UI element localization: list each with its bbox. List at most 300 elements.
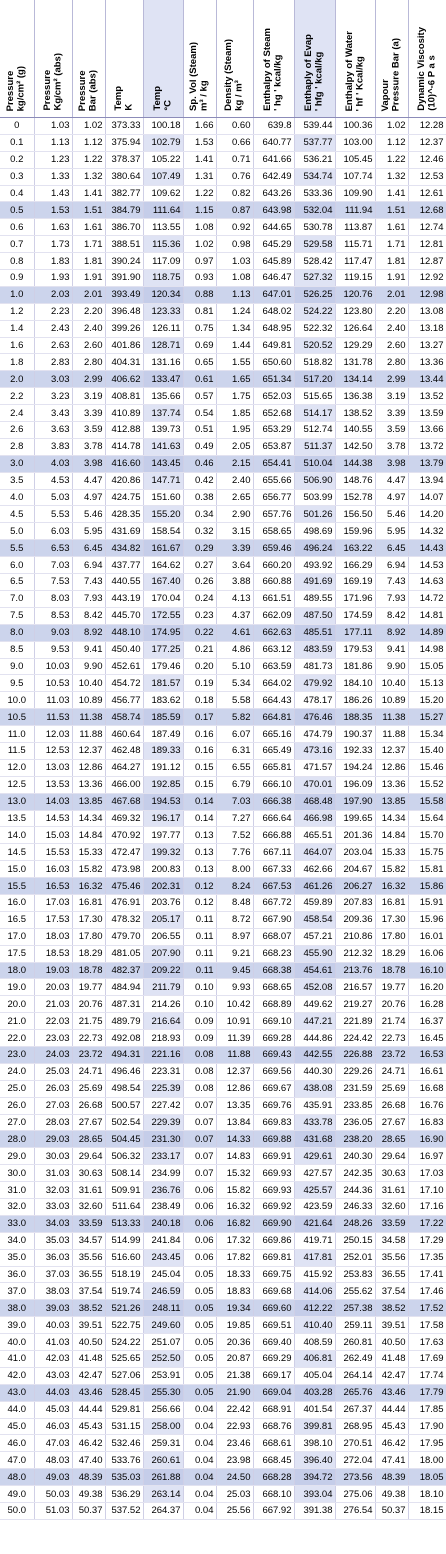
table-cell: 17.82 [216,1249,253,1266]
table-cell: 664.02 [253,675,294,692]
table-cell: 0.06 [183,1215,216,1232]
table-cell: 18.00 [408,1452,446,1469]
table-cell: 17.46 [408,1283,446,1300]
table-cell: 0.29 [183,540,216,557]
table-cell: 17.79 [408,1384,446,1401]
table-cell: 669.86 [253,1232,294,1249]
pressure-abs-kgcm2-header [34,0,72,118]
table-cell: 0.04 [183,1418,216,1435]
table-cell: 1.51 [375,202,408,219]
table-cell: 18.33 [216,1266,253,1283]
table-cell: 661.51 [253,590,294,607]
table-cell: 17.52 [408,1300,446,1317]
table-cell: 40.50 [375,1334,408,1351]
table-cell: 138.52 [335,405,375,422]
table-cell: 462.66 [294,861,335,878]
table-cell: 664.81 [253,709,294,726]
table-cell: 641.66 [253,151,294,168]
table-cell: 34.0 [0,1232,34,1249]
table-cell: 14.03 [34,793,72,810]
table-cell: 419.71 [294,1232,335,1249]
table-row [0,1182,446,1199]
table-cell: 206.27 [335,878,375,895]
table-cell: 29.64 [72,1148,105,1165]
table-cell: 17.0 [0,928,34,945]
table-cell: 13.84 [216,1114,253,1131]
table-cell: 5.03 [34,489,72,506]
table-cell: 13.36 [72,776,105,793]
table-cell: 0.11 [183,911,216,928]
table-cell: 3.59 [375,422,408,439]
table-cell: 275.06 [335,1486,375,1503]
table-cell: 494.31 [105,1046,143,1063]
table-cell: 203.76 [143,894,183,911]
table-cell: 3.88 [216,574,253,591]
table-cell: 445.70 [105,607,143,624]
table-cell: 3.83 [34,438,72,455]
table-cell: 6.31 [216,742,253,759]
table-cell: 119.15 [335,270,375,287]
table-row [0,996,446,1013]
table-cell: 255.62 [335,1283,375,1300]
table-cell: 34.57 [72,1232,105,1249]
table-cell: 455.90 [294,945,335,962]
table-cell: 16.32 [216,1199,253,1216]
table-cell: 15.40 [408,742,446,759]
table-cell: 20.76 [375,996,408,1013]
table-cell: 3.98 [375,455,408,472]
table-cell: 12.37 [408,134,446,151]
table-cell: 3.59 [72,422,105,439]
table-cell: 0.07 [183,1131,216,1148]
table-cell: 498.54 [105,1080,143,1097]
table-cell: 518.82 [294,354,335,371]
table-cell: 510.04 [294,455,335,472]
table-cell: 20.76 [72,996,105,1013]
table-cell: 653.29 [253,422,294,439]
table-cell: 243.45 [143,1249,183,1266]
table-cell: 0.07 [183,1148,216,1165]
table-cell: 1.31 [183,168,216,185]
table-cell: 16.61 [408,1063,446,1080]
table-cell: 13.79 [408,455,446,472]
table-cell: 511.64 [105,1199,143,1216]
table-cell: 9.0 [0,658,34,675]
table-cell: 10.89 [375,692,408,709]
table-cell: 406.62 [105,371,143,388]
table-cell: 651.34 [253,371,294,388]
table-cell: 440.55 [105,574,143,591]
table-cell: 0.16 [183,742,216,759]
table-row [0,236,446,253]
table-cell: 8.97 [216,928,253,945]
table-cell: 214.26 [143,996,183,1013]
table-cell: 1.91 [72,270,105,287]
table-row [0,962,446,979]
table-cell: 1.0 [0,286,34,303]
table-cell: 260.81 [335,1334,375,1351]
table-row [0,590,446,607]
table-cell: 0.54 [183,405,216,422]
table-row [0,371,446,388]
table-cell: 0.08 [183,1063,216,1080]
table-cell: 23.46 [216,1435,253,1452]
table-cell: 131.78 [335,354,375,371]
table-cell: 537.77 [294,134,335,151]
column-header-label: Enthaply of Evap ' hfg ' kcal/kg [303,33,325,111]
table-cell: 415.92 [294,1266,335,1283]
table-cell: 13.66 [408,422,446,439]
table-cell: 25.0 [0,1080,34,1097]
table-cell: 0.38 [183,489,216,506]
table-cell: 375.94 [105,134,143,151]
table-cell: 504.45 [105,1131,143,1148]
table-cell: 18.78 [72,962,105,979]
table-cell: 16.45 [408,1030,446,1047]
table-cell: 444.86 [294,1030,335,1047]
table-cell: 48.39 [72,1469,105,1486]
table-cell: 1.41 [72,185,105,202]
table-cell: 532.46 [105,1435,143,1452]
table-row [0,118,446,135]
table-cell: 40.50 [72,1334,105,1351]
table-cell: 251.07 [143,1334,183,1351]
table-cell: 11.5 [0,742,34,759]
table-cell: 482.37 [105,962,143,979]
table-cell: 0.34 [183,506,216,523]
table-cell: 429.61 [294,1148,335,1165]
column-header-label: Pressure Bar (abs) [77,69,99,111]
table-cell: 484.94 [105,979,143,996]
table-cell: 532.04 [294,202,335,219]
table-cell: 25.69 [72,1080,105,1097]
table-cell: 0.81 [183,303,216,320]
table-cell: 500.57 [105,1097,143,1114]
table-cell: 525.65 [105,1351,143,1368]
table-cell: 519.74 [105,1283,143,1300]
table-cell: 2.63 [34,337,72,354]
table-cell: 471.57 [294,759,335,776]
table-cell: 253.91 [143,1367,183,1384]
table-row [0,1165,446,1182]
table-cell: 1.23 [34,151,72,168]
table-cell: 0.05 [183,1300,216,1317]
table-cell: 229.39 [143,1114,183,1131]
table-cell: 0.23 [183,607,216,624]
table-cell: 0.24 [183,590,216,607]
table-cell: 667.53 [253,878,294,895]
table-cell: 233.85 [335,1097,375,1114]
table-row [0,1503,446,1520]
table-cell: 17.63 [408,1334,446,1351]
table-cell: 2.03 [34,286,72,303]
table-cell: 412.88 [105,422,143,439]
column-header-label: Pressure Kg/cm² (abs) [41,53,63,111]
table-cell: 16.53 [34,878,72,895]
table-cell: 234.99 [143,1165,183,1182]
table-cell: 483.59 [294,641,335,658]
table-cell: 13.0 [0,793,34,810]
table-row [0,692,446,709]
table-row [0,675,446,692]
table-cell: 141.63 [143,438,183,455]
table-cell: 416.60 [105,455,143,472]
table-cell: 131.16 [143,354,183,371]
table-cell: 666.64 [253,810,294,827]
table-cell: 404.31 [105,354,143,371]
table-cell: 37.03 [34,1266,72,1283]
table-cell: 255.30 [143,1384,183,1401]
table-cell: 0.07 [183,1097,216,1114]
table-cell: 46.03 [34,1418,72,1435]
table-row [0,1063,446,1080]
table-cell: 37.54 [375,1283,408,1300]
table-cell: 9.21 [216,945,253,962]
table-cell: 431.69 [105,523,143,540]
table-cell: 45.43 [375,1418,408,1435]
table-cell: 16.81 [72,894,105,911]
table-cell: 163.22 [335,540,375,557]
table-cell: 6.45 [375,540,408,557]
table-cell: 3.23 [34,388,72,405]
table-cell: 263.14 [143,1486,183,1503]
table-cell: 449.62 [294,996,335,1013]
table-cell: 42.47 [375,1367,408,1384]
table-cell: 28.65 [72,1131,105,1148]
table-cell: 0.04 [183,1486,216,1503]
table-cell: 514.99 [105,1232,143,1249]
table-cell: 0.75 [183,320,216,337]
table-cell: 16.37 [408,1013,446,1030]
table-cell: 0.06 [183,1249,216,1266]
table-row [0,641,446,658]
table-cell: 0.5 [0,202,34,219]
table-cell: 2.20 [375,303,408,320]
table-cell: 414.78 [105,438,143,455]
table-cell: 663.59 [253,658,294,675]
table-cell: 0.3 [0,168,34,185]
table-cell: 204.67 [335,861,375,878]
table-row [0,455,446,472]
table-cell: 2.99 [72,371,105,388]
table-cell: 668.61 [253,1435,294,1452]
table-cell: 35.03 [34,1232,72,1249]
table-cell: 431.68 [294,1131,335,1148]
table-cell: 6.5 [0,574,34,591]
table-cell: 496.46 [105,1063,143,1080]
table-cell: 7.0 [0,590,34,607]
table-cell: 46.0 [0,1435,34,1452]
table-cell: 669.83 [253,1114,294,1131]
table-cell: 39.51 [375,1317,408,1334]
table-cell: 2.90 [216,506,253,523]
table-row [0,793,446,810]
table-cell: 1.32 [72,168,105,185]
table-cell: 6.94 [375,557,408,574]
table-cell: 13.18 [408,320,446,337]
table-cell: 188.35 [335,709,375,726]
table-cell: 142.50 [335,438,375,455]
table-cell: 15.46 [408,759,446,776]
table-cell: 653.87 [253,438,294,455]
table-cell: 0.98 [216,236,253,253]
table-row [0,844,446,861]
table-cell: 15.32 [216,1165,253,1182]
table-cell: 27.67 [375,1114,408,1131]
table-cell: 17.16 [408,1199,446,1216]
table-cell: 201.36 [335,827,375,844]
table-cell: 240.18 [143,1215,183,1232]
table-cell: 35.0 [0,1249,34,1266]
table-cell: 35.56 [72,1249,105,1266]
table-cell: 123.80 [335,303,375,320]
table-cell: 35.56 [375,1249,408,1266]
table-cell: 191.12 [143,759,183,776]
table-cell: 210.86 [335,928,375,945]
table-cell: 0.21 [183,641,216,658]
table-cell: 184.10 [335,675,375,692]
table-cell: 46.42 [72,1435,105,1452]
table-cell: 2.65 [216,489,253,506]
table-cell: 107.49 [143,168,183,185]
table-row [0,1266,446,1283]
table-cell: 167.40 [143,574,183,591]
table-cell: 192.85 [143,776,183,793]
table-cell: 9.90 [72,658,105,675]
table-cell: 4.86 [216,641,253,658]
table-cell: 273.56 [335,1469,375,1486]
table-cell: 0.04 [183,1503,216,1520]
table-cell: 5.46 [72,506,105,523]
table-cell: 421.64 [294,1215,335,1232]
table-cell: 1.8 [0,354,34,371]
table-cell: 461.26 [294,878,335,895]
table-cell: 0.06 [183,1182,216,1199]
table-cell: 1.43 [34,185,72,202]
table-cell: 245.04 [143,1266,183,1283]
table-cell: 1.34 [216,320,253,337]
table-cell: 15.64 [408,810,446,827]
table-cell: 15.52 [408,776,446,793]
table-cell: 4.03 [34,455,72,472]
table-cell: 0.04 [183,1401,216,1418]
table-cell: 454.72 [105,675,143,692]
table-cell: 14.98 [408,641,446,658]
table-cell: 2.80 [72,354,105,371]
table-cell: 14.20 [408,506,446,523]
table-cell: 0.49 [183,438,216,455]
table-cell: 15.81 [408,861,446,878]
table-cell: 15.33 [375,844,408,861]
table-cell: 467.68 [105,793,143,810]
table-cell: 0.05 [183,1266,216,1283]
table-cell: 539.44 [294,118,335,135]
table-cell: 18.53 [34,945,72,962]
table-cell: 15.82 [216,1182,253,1199]
table-cell: 0.06 [183,1232,216,1249]
table-cell: 10.91 [216,1013,253,1030]
table-cell: 457.21 [294,928,335,945]
table-cell: 0.12 [183,878,216,895]
table-cell: 464.07 [294,844,335,861]
table-cell: 660.20 [253,557,294,574]
table-row [0,1418,446,1435]
table-cell: 15.70 [408,827,446,844]
table-cell: 528.42 [294,253,335,270]
table-cell: 39.03 [34,1300,72,1317]
table-cell: 211.79 [143,979,183,996]
table-cell: 216.57 [335,979,375,996]
table-cell: 32.0 [0,1199,34,1216]
table-row [0,1486,446,1503]
table-cell: 7.43 [72,574,105,591]
table-cell: 21.03 [34,996,72,1013]
table-cell: 481.05 [105,945,143,962]
table-cell: 233.17 [143,1148,183,1165]
table-cell: 393.04 [294,1486,335,1503]
table-cell: 428.35 [105,506,143,523]
table-cell: 0.1 [0,134,34,151]
table-cell: 8.72 [216,911,253,928]
table-cell: 4.61 [216,624,253,641]
table-row [0,134,446,151]
table-cell: 4.47 [72,472,105,489]
table-row [0,1013,446,1030]
table-cell: 0.08 [183,1080,216,1097]
table-cell: 0.15 [183,776,216,793]
table-cell: 0.42 [183,472,216,489]
table-cell: 643.98 [253,202,294,219]
table-cell: 42.47 [72,1367,105,1384]
table-cell: 32.60 [72,1199,105,1216]
table-cell: 252.01 [335,1249,375,1266]
table-cell: 492.08 [105,1030,143,1047]
table-cell: 506.90 [294,472,335,489]
table-cell: 662.09 [253,607,294,624]
table-cell: 0.17 [183,709,216,726]
table-cell: 23.03 [34,1030,72,1047]
table-cell: 14.72 [408,590,446,607]
table-cell: 669.93 [253,1182,294,1199]
table-cell: 49.38 [72,1486,105,1503]
table-row [0,320,446,337]
table-cell: 25.03 [216,1486,253,1503]
table-cell: 7.27 [216,810,253,827]
table-cell: 0.9 [0,270,34,287]
table-cell: 185.59 [143,709,183,726]
table-cell: 9.93 [216,979,253,996]
table-cell: 516.60 [105,1249,143,1266]
table-cell: 13.44 [408,371,446,388]
table-cell: 13.5 [0,810,34,827]
table-cell: 260.61 [143,1452,183,1469]
table-cell: 51.03 [34,1503,72,1520]
table-cell: 0.14 [183,810,216,827]
table-cell: 2.60 [375,337,408,354]
table-cell: 13.35 [216,1097,253,1114]
table-row [0,438,446,455]
table-cell: 665.16 [253,726,294,743]
table-cell: 668.10 [253,1486,294,1503]
table-cell: 16.53 [408,1046,446,1063]
table-cell: 456.77 [105,692,143,709]
table-cell: 6.45 [72,540,105,557]
table-cell: 396.40 [294,1452,335,1469]
table-cell: 481.73 [294,658,335,675]
table-cell: 207.90 [143,945,183,962]
column-header-label: Enthalpy of Water ' hf ' Kcal/kg [343,30,365,111]
table-cell: 139.73 [143,422,183,439]
